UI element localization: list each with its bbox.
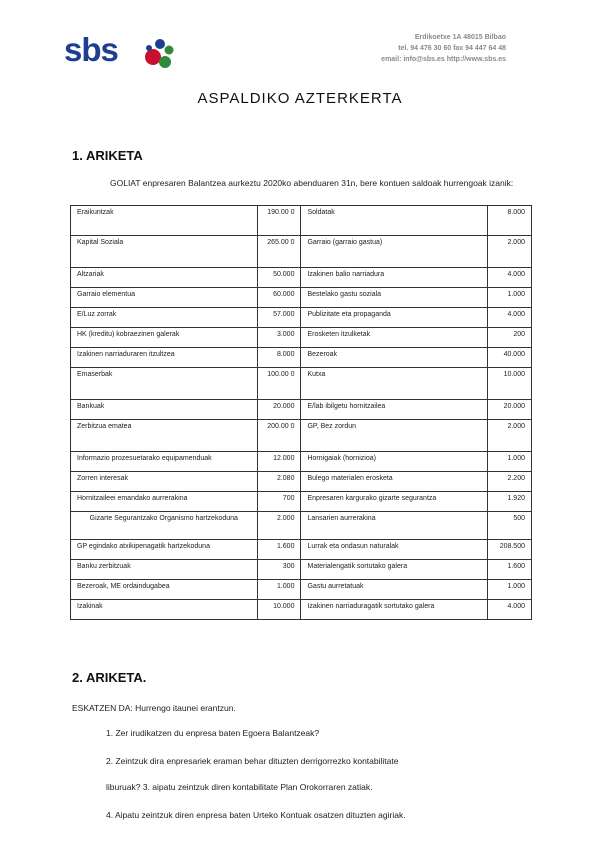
right-account-name: Erosketen itzulketak [301,328,488,348]
left-account-value: 265.00 0 [257,236,301,268]
contact-phone: tel. 94 476 30 60 fax 94 447 64 48 [398,45,506,52]
left-account-value: 200.00 0 [257,420,301,452]
right-account-value: 1.920 [488,492,532,512]
table-row [71,560,532,580]
left-account-name: Bezeroak, ME ordaindugabea [71,580,258,600]
right-account-name: Materialengatik sortutako galera [301,560,488,580]
contact-address: Erdikoetxe 1A 48015 Bilbao [414,34,506,41]
left-account-value: 12.000 [257,452,301,472]
logo-wordmark: sbs [64,31,118,68]
right-account-value: 2.200 [488,472,532,492]
contact-info [330,32,506,65]
document-title: ASPALDIKO AZTERKERTA [197,90,403,107]
right-account-name: Hornigaiak (hornizioa) [301,452,488,472]
left-account-value: 57.000 [257,308,301,328]
contact-email: email: info@sbs.es http://www.sbs.es [381,56,506,63]
left-account-name: HK (kreditu) kobraezinen galerak [71,328,258,348]
right-account-name: GP, Bez zordun [301,420,488,452]
left-account-name: Hornitzaileei emandako aurrerakina [71,492,258,512]
table-row [71,308,532,328]
question-2-cont: liburuak? 3. aipatu zeintzuk diren kontabilitate Plan Orokorraren zatiak. [106,782,373,792]
right-account-name: Bulego materialen erosketa [301,472,488,492]
logo-spheres-icon [138,36,178,72]
accounts-table [70,205,532,620]
left-account-name: E/Luz zorrak [71,308,258,328]
right-account-name: E/lab ibilgetu hornitzailea [301,400,488,420]
right-account-value: 200 [488,328,532,348]
table-row [71,492,532,512]
left-account-value: 20.000 [257,400,301,420]
right-account-name: Enpresaren kargurako gizarte segurantza [301,492,488,512]
right-account-value: 1.000 [488,288,532,308]
table-row [71,580,532,600]
table-row [71,400,532,420]
left-account-name: Altzariak [71,268,258,288]
left-account-name: Emaserbak [71,368,258,400]
table-row [71,206,532,236]
section2-heading: 2. ARIKETA. [72,670,147,685]
left-account-name: Izakinen narriaduraren itzultzea [71,348,258,368]
right-account-value: 2.000 [488,420,532,452]
right-account-name: Garraio (garraio gastua) [301,236,488,268]
left-account-value: 700 [257,492,301,512]
left-account-name: Banku zerbitzuak [71,560,258,580]
right-account-value: 4.000 [488,600,532,620]
left-account-name: Bankuak [71,400,258,420]
table-row [71,512,532,540]
right-account-value: 4.000 [488,308,532,328]
left-account-value: 50.000 [257,268,301,288]
question-4: 4. Aipatu zeintzuk diren enpresa baten Urteko Kontuak osatzen dituzten agiriak. [106,810,406,820]
question-1: 1. Zer irudikatzen du enpresa baten Egoera Balantzeak? [106,728,320,738]
right-account-value: 1.600 [488,560,532,580]
left-account-name: Informazio prozesuetarako equipamenduak [71,452,258,472]
table-row [71,452,532,472]
left-account-name: Izakinak [71,600,258,620]
left-account-name: Zorren interesak [71,472,258,492]
table-row [71,288,532,308]
left-account-name: Kapital Soziala [71,236,258,268]
right-account-name: Izakinen balio narriadura [301,268,488,288]
sbs-logo [64,30,174,76]
right-account-name: Bestelako gastu soziala [301,288,488,308]
table-row [71,328,532,348]
left-account-value: 3.000 [257,328,301,348]
left-account-name: GP egindako atxikipenagatik hartzekoduna [71,540,258,560]
right-account-value: 40.000 [488,348,532,368]
left-account-name: Garraio elementua [71,288,258,308]
left-account-value: 190.00 0 [257,206,301,236]
right-account-name: Gastu aurretatuak [301,580,488,600]
right-account-value: 1.000 [488,580,532,600]
right-account-value: 208.500 [488,540,532,560]
left-account-value: 2.000 [257,512,301,540]
question-2: 2. Zeintzuk dira enpresariek eraman behar dituzten derrigorrezko kontabilitate [106,756,399,766]
table-row [71,472,532,492]
left-account-name: Zerbitzua ematea [71,420,258,452]
right-account-name: Soldatak [301,206,488,236]
right-account-name: Lurrak eta ondasun naturalak [301,540,488,560]
left-account-value: 2.080 [257,472,301,492]
right-account-value: 8.000 [488,206,532,236]
right-account-value: 20.000 [488,400,532,420]
left-account-value: 100.00 0 [257,368,301,400]
right-account-value: 1.000 [488,452,532,472]
right-account-name: Lansarien aurrerakina [301,512,488,540]
table-row [71,348,532,368]
left-account-value: 1.600 [257,540,301,560]
right-account-name: Publizitate eta propaganda [301,308,488,328]
left-account-name: Eraikuntzak [71,206,258,236]
left-account-value: 1.000 [257,580,301,600]
left-account-value: 60.000 [257,288,301,308]
right-account-value: 2.000 [488,236,532,268]
table-row [71,236,532,268]
right-account-value: 10.000 [488,368,532,400]
table-row [71,600,532,620]
right-account-name: Bezeroak [301,348,488,368]
left-account-value: 300 [257,560,301,580]
section1-intro: GOLIAT enpresaren Balantzea aurkeztu 2020ko abenduaren 31n, bere kontuen saldoak hurrengoak izanik: [110,178,514,188]
table-row [71,368,532,400]
right-account-value: 500 [488,512,532,540]
left-account-name: Gizarte Segurantzako Organismo hartzekoduna [71,512,258,540]
right-account-value: 4.000 [488,268,532,288]
task-statement: ESKATZEN DA: Hurrengo itaunei erantzun. [72,703,236,713]
left-account-value: 10.000 [257,600,301,620]
right-account-name: Izakinen narriaduragatik sortutako galera [301,600,488,620]
table-row [71,268,532,288]
table-row [71,420,532,452]
right-account-name: Kutxa [301,368,488,400]
table-row [71,540,532,560]
section1-heading: 1. ARIKETA [72,148,143,163]
left-account-value: 8.000 [257,348,301,368]
